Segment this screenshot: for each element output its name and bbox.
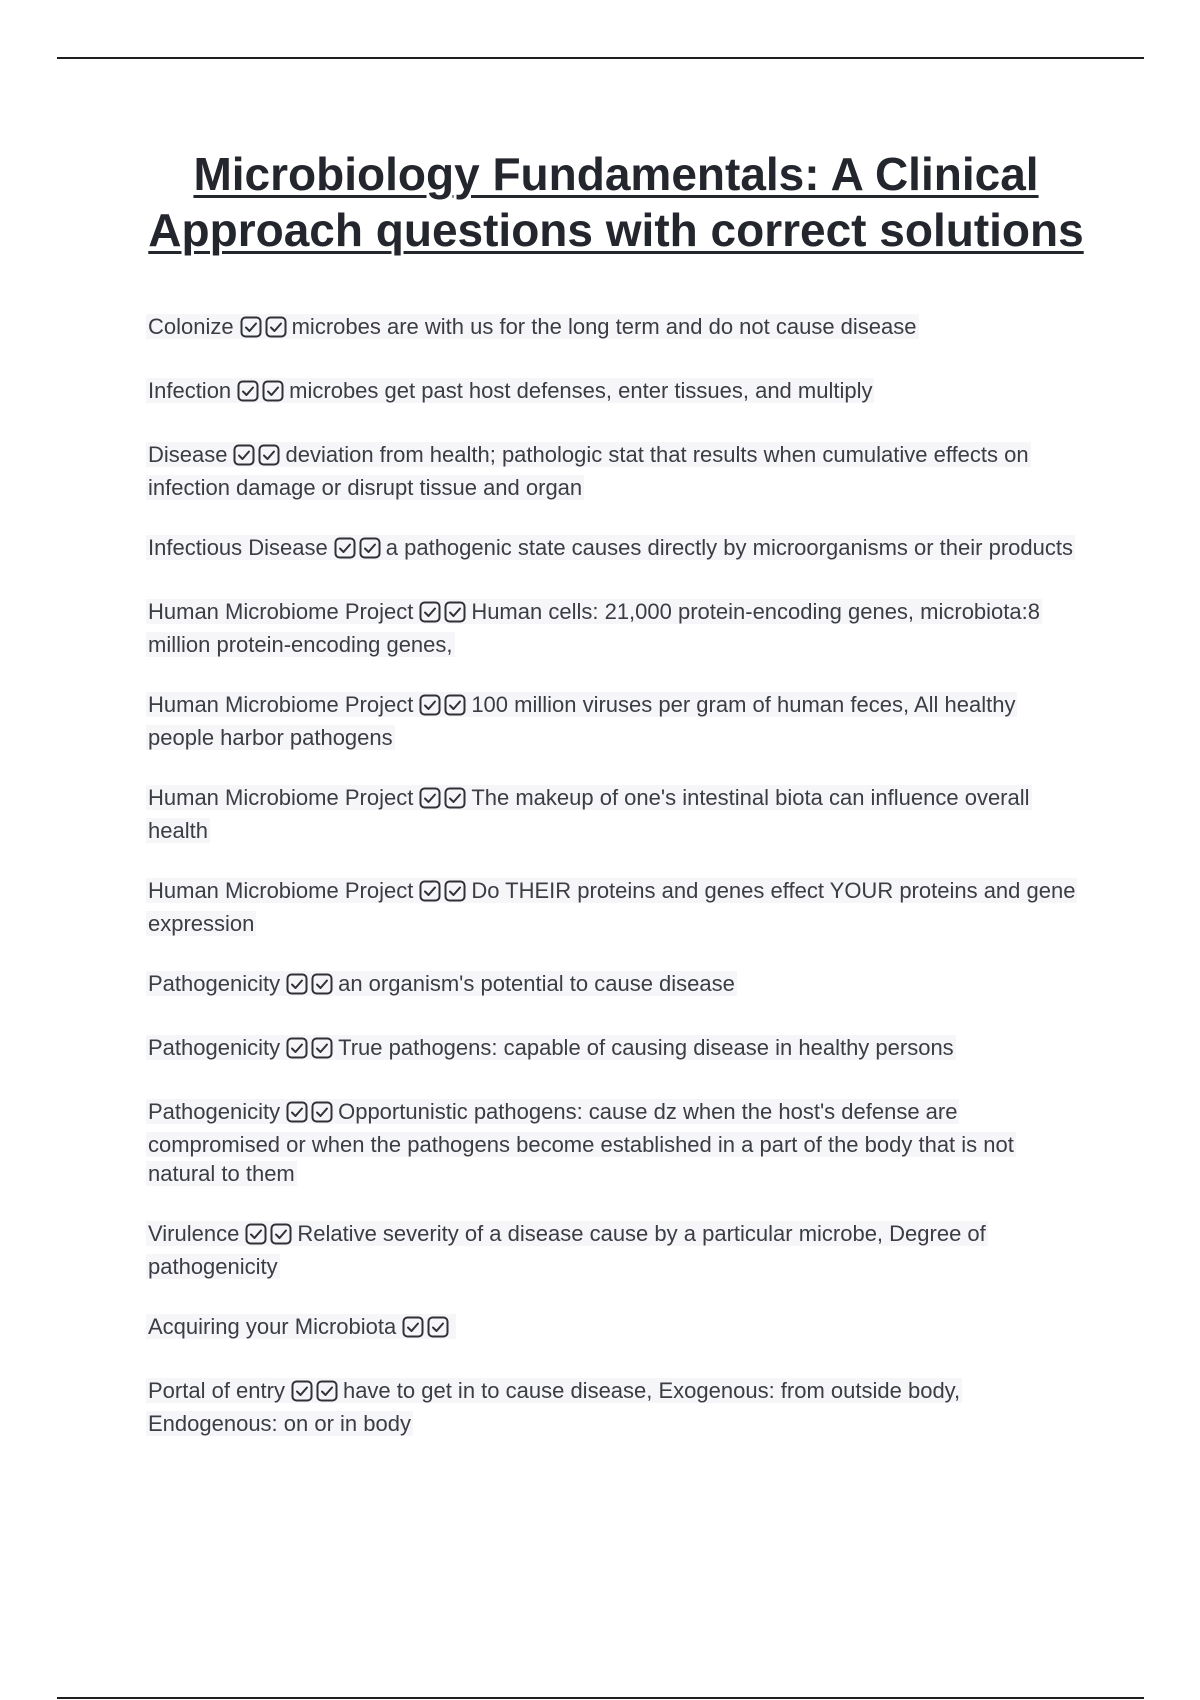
bottom-rule: [57, 1697, 1144, 1699]
checkbox-check-icon: [311, 973, 333, 995]
entry-definition: Relative severity of a disease cause by a particular microbe, Degree of pathogenicity: [148, 1221, 986, 1279]
entry-term: Acquiring your Microbiota: [148, 1314, 397, 1339]
checkbox-check-icon: [240, 316, 262, 338]
checkbox-check-icon: [444, 694, 466, 716]
checkbox-check-icon: [419, 880, 441, 902]
checkbox-check-icon: [419, 787, 441, 809]
entry-term: Human Microbiome Project: [148, 692, 414, 717]
flashcard-entry: [146, 1312, 1086, 1345]
entry-definition: Do THEIR proteins and genes effect YOUR proteins and gene expression: [148, 878, 1076, 936]
flashcard-entry: [146, 1097, 1086, 1188]
flashcard-entry: [146, 690, 1086, 752]
flashcard-entry: [146, 876, 1086, 938]
entry-term: Infection: [148, 378, 232, 403]
check-pair: [419, 694, 469, 723]
checkbox-check-icon: [444, 880, 466, 902]
entry-term: Virulence: [148, 1221, 240, 1246]
check-pair: [419, 601, 469, 630]
checkbox-check-icon: [265, 316, 287, 338]
checkbox-check-icon: [359, 537, 381, 559]
checkbox-check-icon: [311, 1101, 333, 1123]
entry-definition: have to get in to cause disease, Exogenous: from outside body, Endogenous: on or in body: [148, 1378, 961, 1436]
entry-term: Human Microbiome Project: [148, 878, 414, 903]
entry-list: [146, 312, 1086, 1469]
checkbox-check-icon: [286, 1101, 308, 1123]
entry-definition: an organism's potential to cause disease: [338, 971, 735, 996]
entry-term: Pathogenicity: [148, 1099, 281, 1124]
flashcard-entry: [146, 533, 1086, 566]
checkbox-check-icon: [419, 601, 441, 623]
entry-term: Disease: [148, 442, 228, 467]
document-title: Microbiology Fundamentals: A Clinical Approach questions with correct solutions: [148, 148, 1084, 256]
flashcard-entry: [146, 312, 1086, 345]
check-pair: [245, 1223, 295, 1252]
entry-definition: Opportunistic pathogens: cause dz when the host's defense are compromised or when the pathogens become established in a part of the body that is not natural to them: [148, 1099, 1014, 1186]
check-pair: [286, 973, 336, 1002]
top-rule: [57, 57, 1144, 59]
check-pair: [291, 1380, 341, 1409]
checkbox-check-icon: [402, 1316, 424, 1338]
entry-definition: The makeup of one's intestinal biota can influence overall health: [148, 785, 1030, 843]
entry-definition: Human cells: 21,000 protein-encoding genes, microbiota:8 million protein-encoding genes,: [148, 599, 1040, 657]
checkbox-check-icon: [286, 973, 308, 995]
checkbox-check-icon: [444, 601, 466, 623]
checkbox-check-icon: [444, 787, 466, 809]
flashcard-entry: [146, 1219, 1086, 1281]
flashcard-entry: [146, 440, 1086, 502]
check-pair: [237, 380, 287, 409]
checkbox-check-icon: [262, 380, 284, 402]
check-pair: [286, 1101, 336, 1130]
checkbox-check-icon: [237, 380, 259, 402]
checkbox-check-icon: [258, 444, 280, 466]
entry-definition: True pathogens: capable of causing disease in healthy persons: [338, 1035, 954, 1060]
checkbox-check-icon: [334, 537, 356, 559]
entry-term: Colonize: [148, 314, 234, 339]
checkbox-check-icon: [286, 1037, 308, 1059]
check-pair: [286, 1037, 336, 1066]
checkbox-check-icon: [316, 1380, 338, 1402]
checkbox-check-icon: [233, 444, 255, 466]
flashcard-entry: [146, 376, 1086, 409]
entry-term: Human Microbiome Project: [148, 785, 414, 810]
entry-definition: microbes are with us for the long term and do not cause disease: [291, 314, 917, 339]
entry-term: Portal of entry: [148, 1378, 285, 1403]
checkbox-check-icon: [270, 1223, 292, 1245]
check-pair: [233, 444, 283, 473]
checkbox-check-icon: [427, 1316, 449, 1338]
check-pair: [419, 787, 469, 816]
flashcard-entry: [146, 597, 1086, 659]
checkbox-check-icon: [291, 1380, 313, 1402]
checkbox-check-icon: [311, 1037, 333, 1059]
check-pair: [240, 316, 290, 345]
check-pair: [402, 1316, 452, 1345]
flashcard-entry: [146, 1033, 1086, 1066]
check-pair: [419, 880, 469, 909]
entry-term: Infectious Disease: [148, 535, 328, 560]
entry-term: Human Microbiome Project: [148, 599, 414, 624]
entry-definition: deviation from health; pathologic stat that results when cumulative effects on infection damage or disrupt tissue and organ: [148, 442, 1029, 500]
checkbox-check-icon: [419, 694, 441, 716]
flashcard-entry: [146, 1376, 1086, 1438]
flashcard-entry: [146, 783, 1086, 845]
entry-term: Pathogenicity: [148, 971, 281, 996]
entry-definition: a pathogenic state causes directly by microorganisms or their products: [385, 535, 1073, 560]
check-pair: [334, 537, 384, 566]
entry-term: Pathogenicity: [148, 1035, 281, 1060]
checkbox-check-icon: [245, 1223, 267, 1245]
entry-definition: microbes get past host defenses, enter tissues, and multiply: [289, 378, 873, 403]
flashcard-entry: [146, 969, 1086, 1002]
entry-definition: 100 million viruses per gram of human feces, All healthy people harbor pathogens: [148, 692, 1016, 750]
